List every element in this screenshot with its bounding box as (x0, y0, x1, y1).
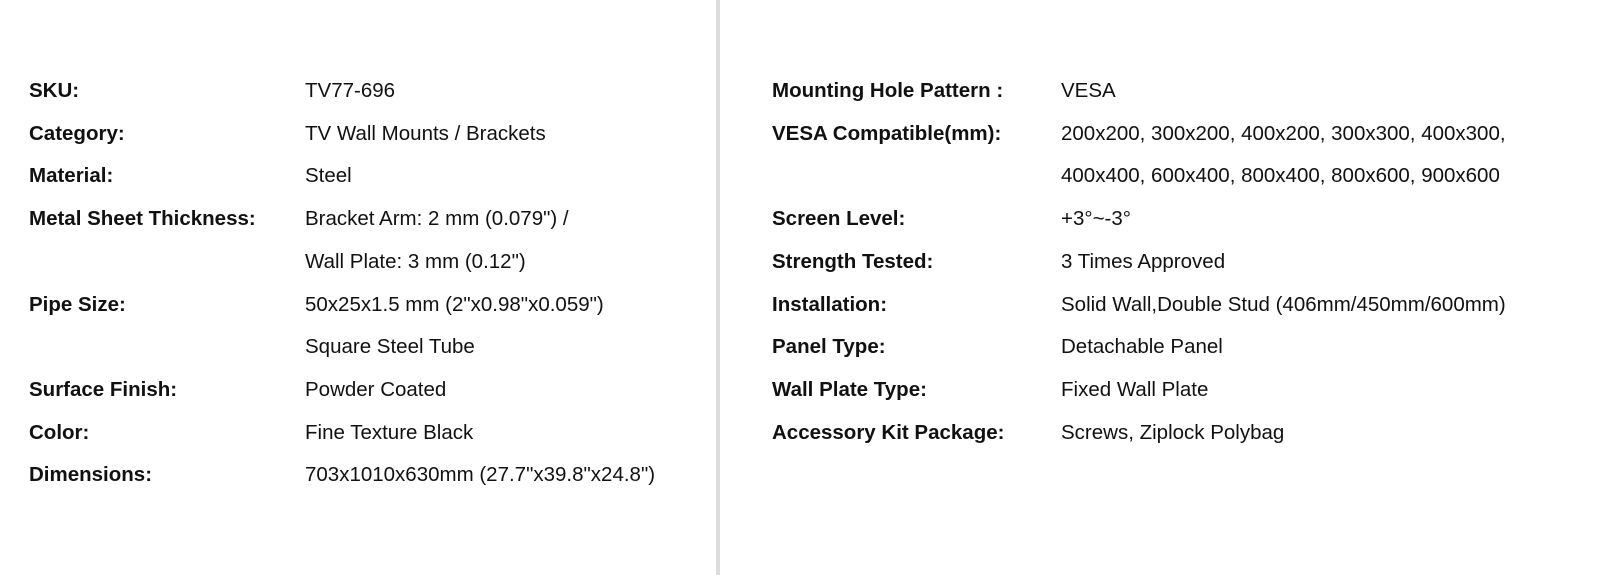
spec-label: Material: (29, 164, 114, 188)
spec-label: Pipe Size: (29, 292, 126, 316)
spec-row-mounting-hole-pattern (772, 70, 1592, 113)
spec-value-line: Wall Plate: 3 mm (0.12") (305, 249, 526, 273)
spec-value-line: Steel (305, 164, 352, 188)
spec-row-color (29, 412, 699, 455)
spec-label: Wall Plate Type: (772, 377, 927, 401)
spec-value-line: Solid Wall,Double Stud (406mm/450mm/600mm) (1061, 292, 1506, 316)
spec-table-left (29, 70, 699, 497)
spec-value-line: 3 Times Approved (1061, 249, 1226, 273)
spec-value-line: Bracket Arm: 2 mm (0.079") / (305, 207, 569, 231)
spec-label: Category: (29, 121, 125, 145)
spec-row-screen-level (772, 198, 1592, 241)
spec-value-line: TV77-696 (305, 79, 396, 102)
spec-value-line: TV Wall Mounts / Brackets (305, 121, 546, 145)
spec-value (1061, 241, 1592, 284)
spec-label: Mounting Hole Pattern : (772, 79, 1004, 102)
spec-label: SKU: (29, 79, 80, 102)
spec-value-line: Detachable Panel (1061, 335, 1223, 359)
spec-row-metal-sheet-thickness (29, 198, 699, 283)
spec-row-installation (772, 284, 1592, 327)
spec-value-line: Fine Texture Black (305, 420, 474, 444)
spec-row-accessory-kit-package (772, 412, 1592, 455)
spec-row-pipe-size (29, 284, 699, 369)
spec-label: Dimensions: (29, 463, 153, 487)
spec-label: Accessory Kit Package: (772, 420, 1005, 444)
spec-value (305, 155, 699, 198)
spec-value (1061, 326, 1592, 369)
spec-value-line: 703x1010x630mm (27.7"x39.8"x24.8") (305, 463, 656, 487)
spec-row-sku (29, 70, 699, 113)
spec-row-wall-plate-type (772, 369, 1592, 412)
spec-value (305, 198, 699, 283)
spec-value (1061, 198, 1592, 241)
spec-value (1061, 113, 1592, 198)
spec-table-right (772, 70, 1592, 454)
spec-label: Strength Tested: (772, 249, 934, 273)
spec-value-line: Square Steel Tube (305, 335, 475, 359)
spec-row-dimensions (29, 454, 699, 497)
spec-value-line: +3°~-3° (1061, 207, 1131, 231)
spec-label: Metal Sheet Thickness: (29, 207, 256, 231)
spec-value-line: 200x200, 300x200, 400x200, 300x300, 400x300, (1061, 121, 1506, 145)
spec-label: Panel Type: (772, 335, 886, 359)
spec-label: VESA Compatible(mm): (772, 121, 1002, 145)
spec-label: Installation: (772, 292, 888, 316)
spec-row-panel-type (772, 326, 1592, 369)
spec-value (305, 369, 699, 412)
spec-value (305, 113, 699, 156)
spec-label: Surface Finish: (29, 377, 178, 401)
spec-value (305, 284, 699, 369)
spec-label: Screen Level: (772, 207, 906, 231)
spec-row-surface-finish (29, 369, 699, 412)
spec-value (305, 70, 699, 113)
spec-label: Color: (29, 420, 90, 444)
spec-value (1061, 70, 1592, 113)
spec-value (1061, 412, 1592, 455)
spec-value-line: VESA (1061, 79, 1116, 102)
spec-value (1061, 284, 1592, 327)
column-divider (716, 0, 720, 575)
spec-row-material (29, 155, 699, 198)
spec-value-line: Screws, Ziplock Polybag (1061, 420, 1285, 444)
spec-row-strength-tested (772, 241, 1592, 284)
spec-value (1061, 369, 1592, 412)
spec-value-line: 400x400, 600x400, 800x400, 800x600, 900x600 (1061, 164, 1500, 188)
spec-value-line: Fixed Wall Plate (1061, 377, 1209, 401)
spec-value (305, 412, 699, 455)
spec-row-vesa-compatible (772, 113, 1592, 198)
spec-row-category (29, 113, 699, 156)
spec-value-line: 50x25x1.5 mm (2"x0.98"x0.059") (305, 292, 604, 316)
spec-value-line: Powder Coated (305, 377, 447, 401)
spec-value (305, 454, 699, 497)
